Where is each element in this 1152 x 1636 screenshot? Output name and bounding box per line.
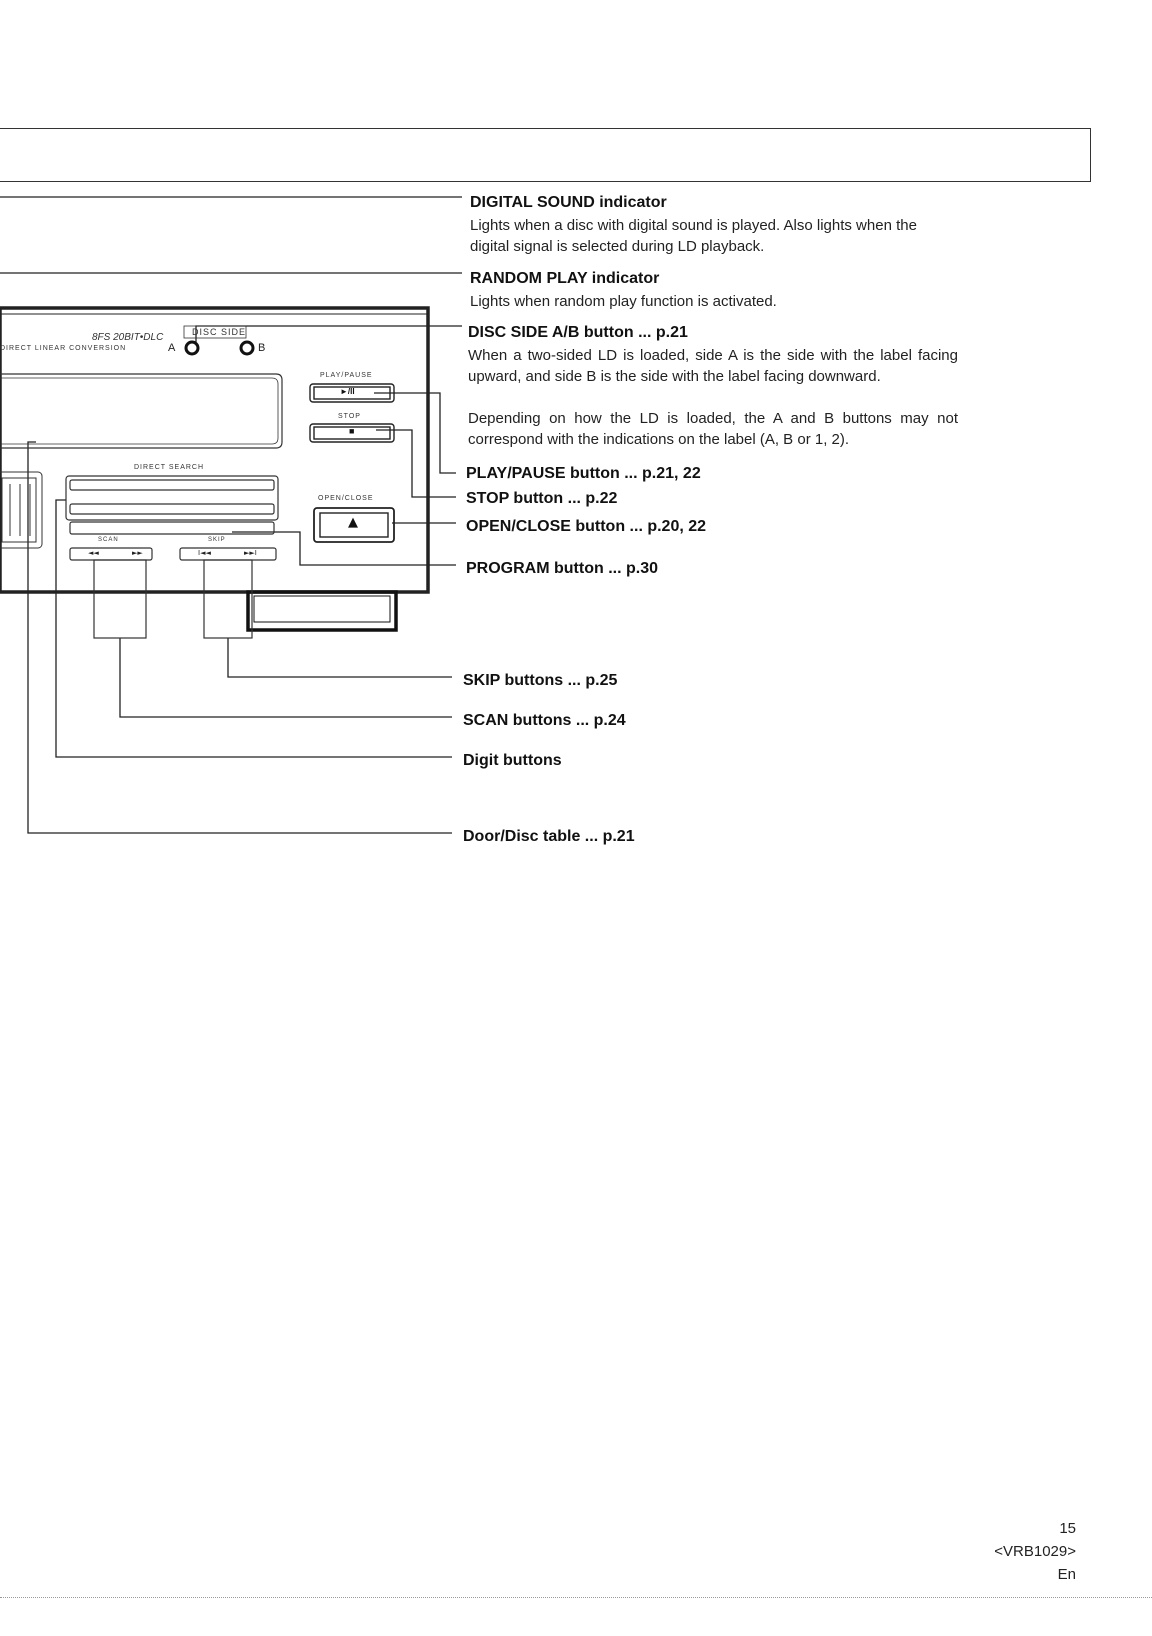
- callout-digital-sound-desc: Lights when a disc with digital sound is played. Also lights when the digital signal is selected during LD playback.: [470, 217, 917, 255]
- callout-door-title: Door/Disc table ... p.21: [463, 828, 635, 845]
- play-pause-panel-label: PLAY/PAUSE: [320, 372, 373, 379]
- eject-button[interactable]: ▲: [348, 515, 358, 530]
- scan-forward-button[interactable]: ►►: [132, 549, 143, 557]
- skip-panel-label: SKIP: [208, 537, 226, 543]
- callout-disc-side-title: DISC SIDE A/B button ... p.21: [468, 324, 688, 341]
- document-code: <VRB1029>: [994, 1543, 1076, 1560]
- callout-digit-title: Digit buttons: [463, 752, 562, 769]
- side-a-label[interactable]: A: [168, 342, 176, 354]
- disc-side-label: DISC SIDE: [192, 327, 247, 337]
- stop-button[interactable]: ■: [349, 426, 355, 436]
- play-pause-button[interactable]: ►/II: [340, 387, 355, 396]
- skip-back-button[interactable]: I◄◄: [198, 549, 211, 557]
- callout-stop-title: STOP button ... p.22: [466, 490, 618, 507]
- disc-side-lamps: [186, 342, 253, 354]
- callout-open-close-title: OPEN/CLOSE button ... p.20, 22: [466, 518, 707, 535]
- stop-panel-label: STOP: [338, 413, 361, 420]
- callout-skip-title: SKIP buttons ... p.25: [463, 672, 618, 689]
- direct-search-label: DIRECT SEARCH: [134, 464, 205, 471]
- callout-digital-sound-title: DIGITAL SOUND indicator: [470, 194, 667, 211]
- scan-edge-line: [0, 1597, 1152, 1598]
- callout-random-play-desc: Lights when random play function is activated.: [470, 293, 777, 310]
- page-number: 15: [1059, 1520, 1076, 1537]
- skip-bracket: [204, 560, 252, 638]
- display-window: [0, 374, 282, 448]
- panel-model-text: 8FS 20BIT•DLC: [92, 332, 164, 343]
- disc-tray: [248, 592, 396, 630]
- callout-scan-title: SCAN buttons ... p.24: [463, 712, 626, 729]
- scan-back-button[interactable]: ◄◄: [88, 549, 99, 557]
- direct-search-rows: [66, 476, 278, 560]
- skip-forward-button[interactable]: ►►I: [244, 549, 257, 557]
- left-indicator-block: [0, 472, 42, 548]
- scan-bracket: [94, 560, 146, 638]
- open-close-panel-label: OPEN/CLOSE: [318, 495, 374, 502]
- callout-program-title: PROGRAM button ... p.30: [466, 560, 658, 577]
- panel-conversion-text: DIRECT LINEAR CONVERSION: [0, 345, 127, 352]
- callout-play-pause-title: PLAY/PAUSE button ... p.21, 22: [466, 465, 701, 482]
- callout-random-play-title: RANDOM PLAY indicator: [470, 270, 660, 287]
- leader-play-pause: [374, 393, 456, 473]
- leader-skip: [228, 638, 452, 677]
- language-code: En: [1057, 1566, 1076, 1583]
- callout-disc-side-desc2: Depending on how the LD is loaded, the A and B buttons may not correspond with the indications on the label (A, B or 1, 2).: [468, 410, 958, 448]
- scan-panel-label: SCAN: [98, 537, 119, 543]
- side-b-label[interactable]: B: [258, 342, 266, 354]
- leader-stop: [376, 430, 456, 497]
- callout-disc-side-desc: When a two-sided LD is loaded, side A is the side with the label facing upward, and side B is the side with the label facing downward.: [468, 347, 958, 385]
